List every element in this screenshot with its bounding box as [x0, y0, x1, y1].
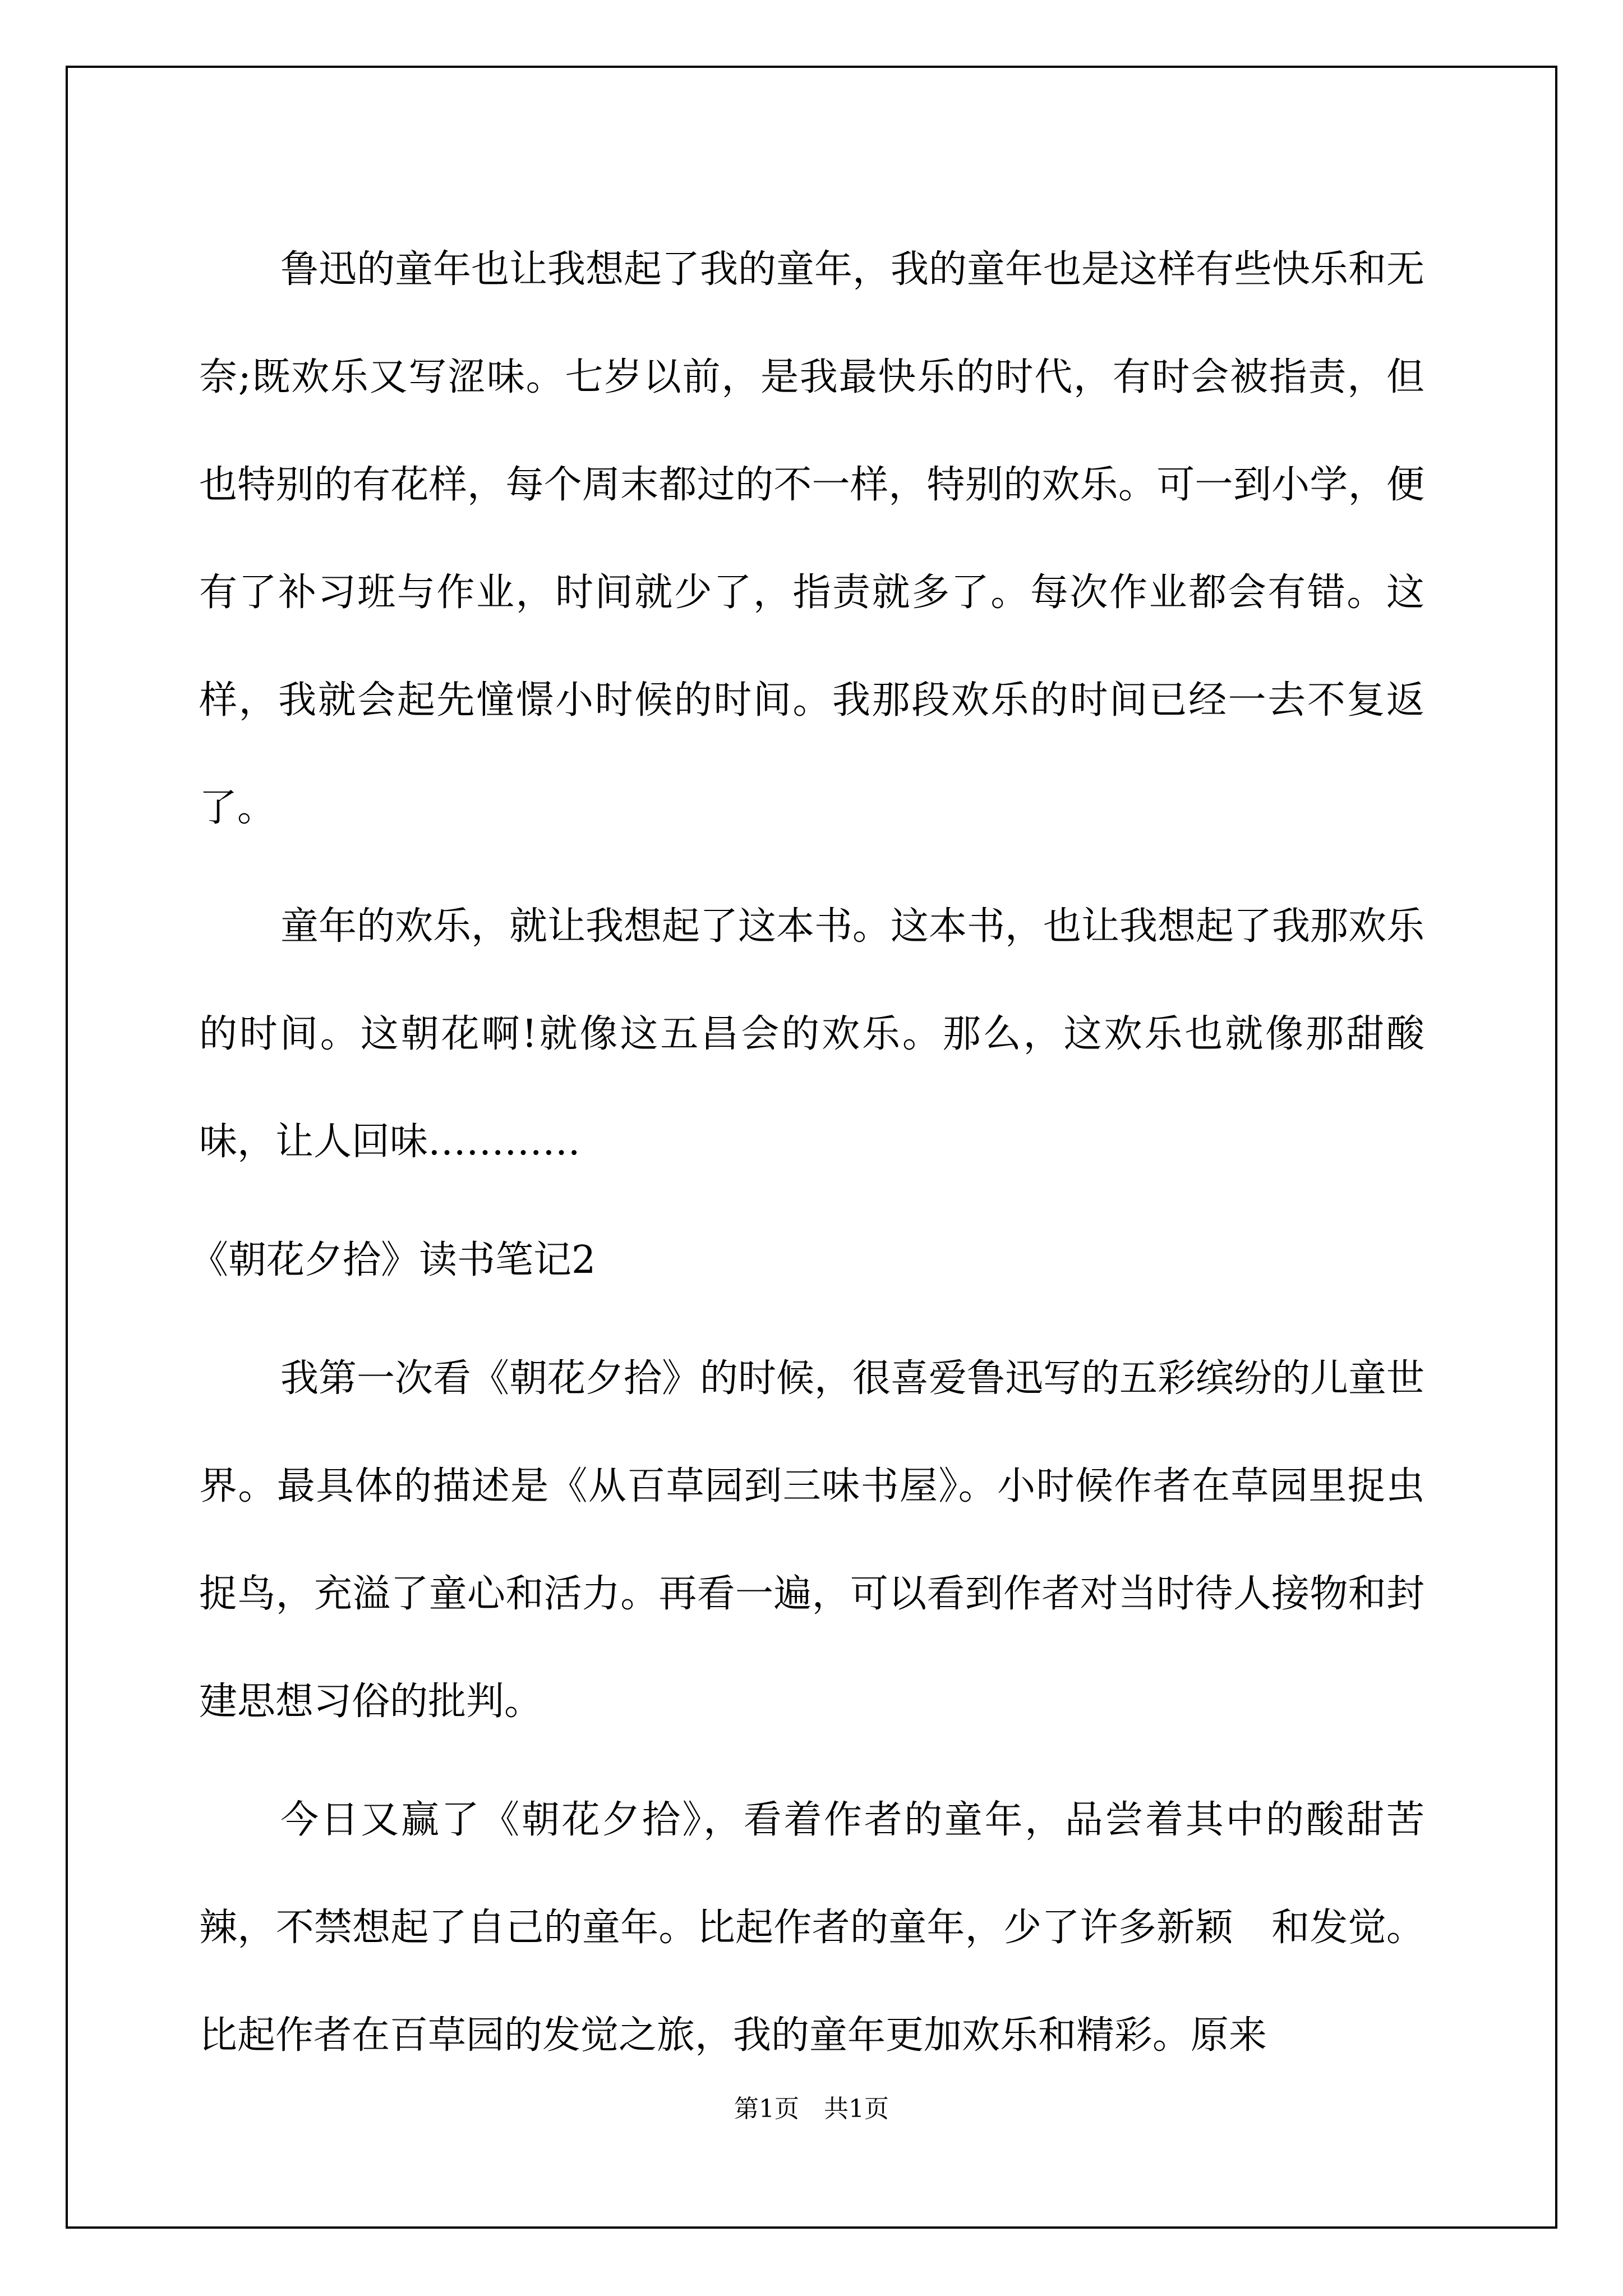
paragraph-joy-of-book: 童年的欢乐，就让我想起了这本书。这本书，也让我想起了我那欢乐的时间。这朝花啊!就像这五昌会的欢乐。那么，这欢乐也就像那甜酸味，让人回味………… — [199, 904, 1425, 1164]
paragraph-first-reading: 我第一次看《朝花夕拾》的时候，很喜爱鲁迅写的五彩缤纷的儿童世界。最具体的描述是《从百草园到三味书屋》。小时候作者在草园里捉虫捉鸟，充溢了童心和活力。再看一遍，可以看到作者对当时待人接物和封建思想习俗的批判。 — [199, 1356, 1425, 1724]
paragraph-rereading: 今日又赢了《朝花夕拾》，看着作者的童年，品尝着其中的酸甜苦辣，不禁想起了自己的童年。比起作者的童年，少了许多新颖 和发觉。比起作者在百草园的发觉之旅，我的童年更加欢乐和精彩。原来 — [199, 1798, 1424, 2058]
section-heading: 《朝花夕拾》读书笔记2 — [190, 1238, 596, 1282]
document-body — [190, 216, 1425, 2100]
page-number-footer: 第1页 共1页 — [734, 2095, 889, 2123]
paragraph-childhood-memory: 鲁迅的童年也让我想起了我的童年，我的童年也是这样有些快乐和无奈;既欢乐又写涩味。七岁以前，是我最快乐的时代，有时会被指责，但也特别的有花样，每个周末都过的不一样，特别的欢乐。可一到小学，便有了补习班与作业，时间就少了，指责就多了。每次作业都会有错。这样，我就会起先憧憬小时候的时间。我那段欢乐的时间已经一去不复返了。 — [199, 247, 1425, 830]
